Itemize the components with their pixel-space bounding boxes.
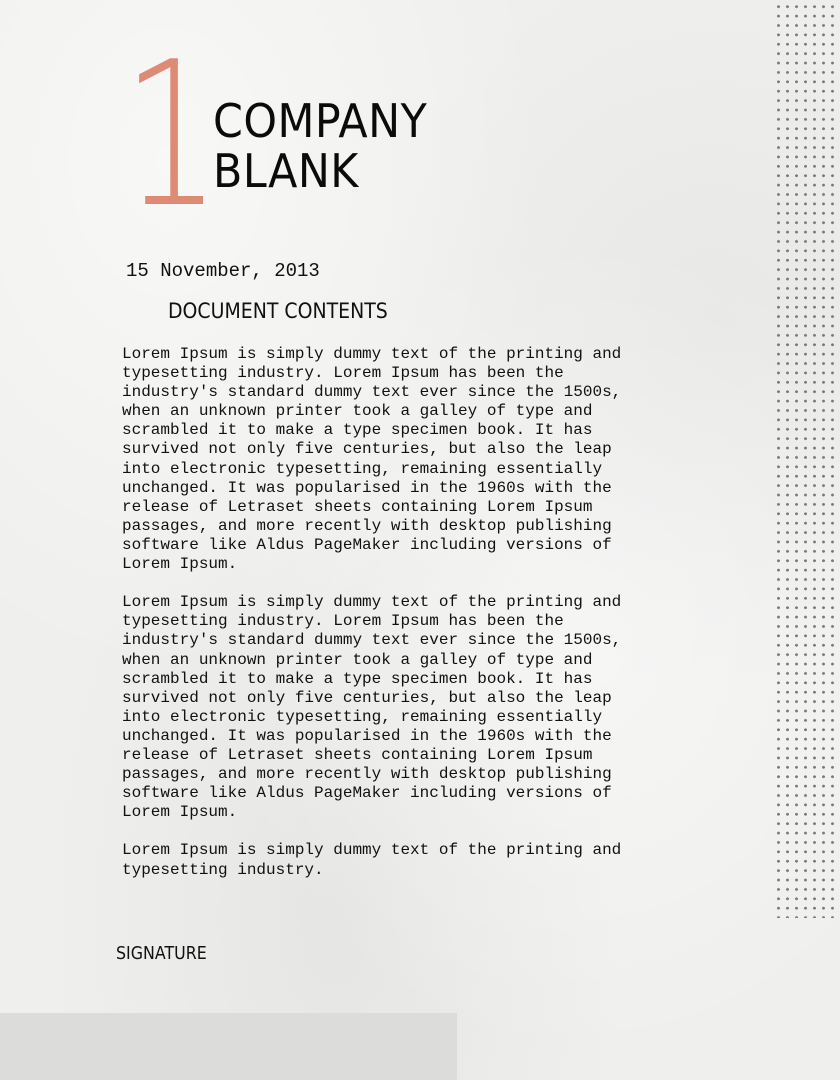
section-number: 1 <box>122 19 219 252</box>
company-title <box>213 96 427 196</box>
company-title-line2: BLANK <box>213 144 359 198</box>
document-body <box>122 345 722 899</box>
dot-pattern-decoration <box>772 0 840 918</box>
signature-label: SIGNATURE <box>116 943 207 964</box>
section-heading: DOCUMENT CONTENTS <box>168 299 388 323</box>
body-paragraph-1: Lorem Ipsum is simply dummy text of the printing and typesetting industry. Lorem Ipsum has been the industry's standard dummy text ever since the 1500s, when an unknown printer took a galley of type and scrambled it to make a type specimen book. It has survived not only five centuries, but also the leap into electronic typesetting, remaining essentially unchanged. It was popularised in the 1960s with the release of Letraset sheets containing Lorem Ipsum passages, and more recently with desktop publishing software like Aldus PageMaker including versions of Lorem Ipsum. <box>122 345 622 574</box>
body-paragraph-3: Lorem Ipsum is simply dummy text of the printing and typesetting industry. <box>122 841 622 879</box>
footer-bar-decoration <box>0 1013 457 1080</box>
document-date: 15 November, 2013 <box>126 260 320 282</box>
body-paragraph-2: Lorem Ipsum is simply dummy text of the printing and typesetting industry. Lorem Ipsum has been the industry's standard dummy text ever since the 1500s, when an unknown printer took a galley of type and scrambled it to make a type specimen book. It has survived not only five centuries, but also the leap into electronic typesetting, remaining essentially unchanged. It was popularised in the 1960s with the release of Letraset sheets containing Lorem Ipsum passages, and more recently with desktop publishing software like Aldus PageMaker including versions of Lorem Ipsum. <box>122 593 622 822</box>
company-title-line1: COMPANY <box>213 94 428 148</box>
